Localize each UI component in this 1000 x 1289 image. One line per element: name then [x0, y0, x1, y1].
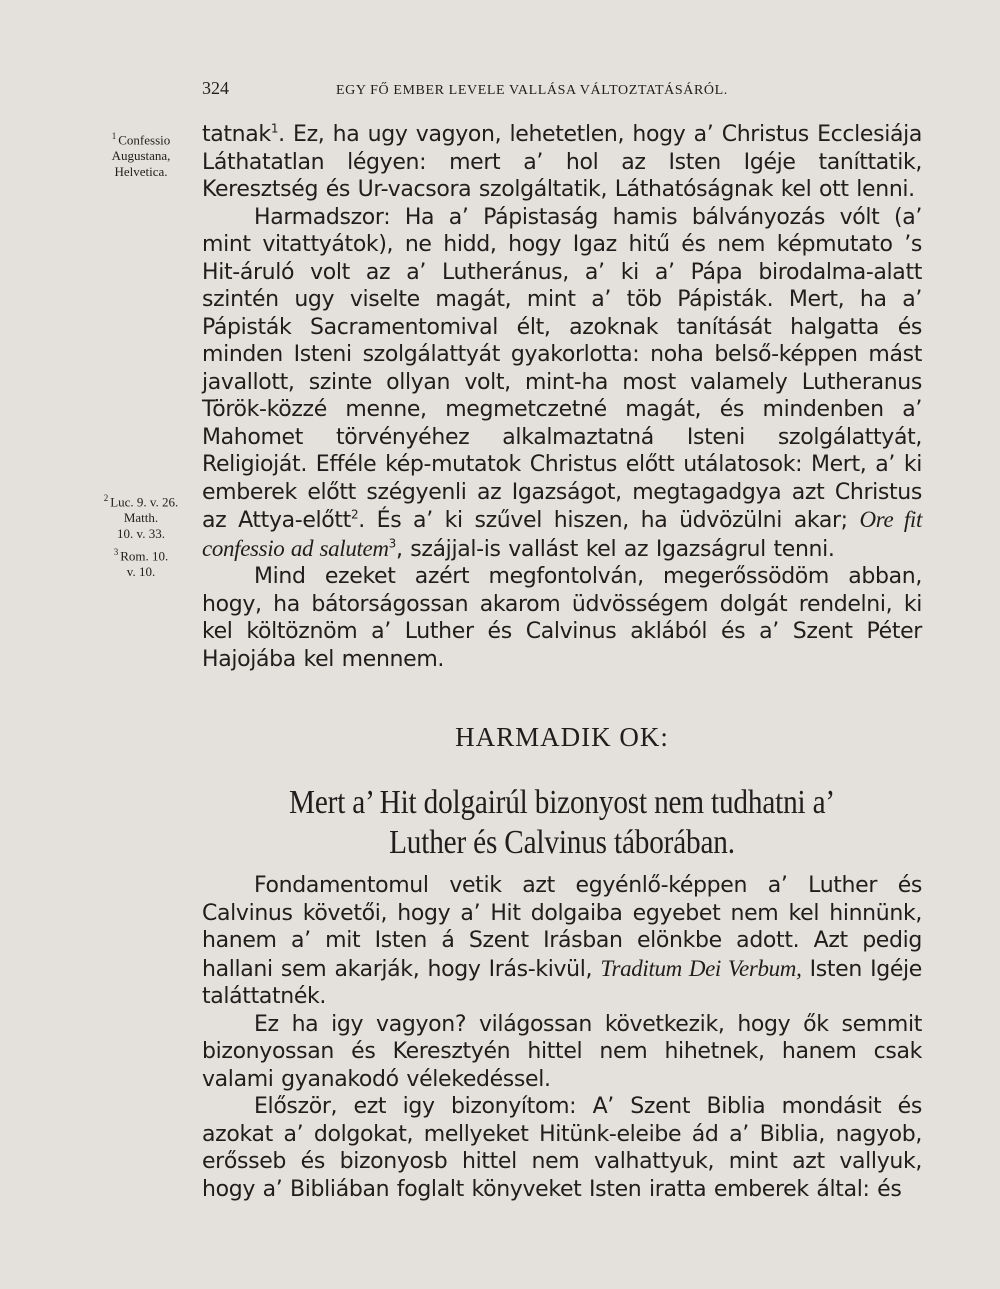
note-line: Luc. 9. v. 26.	[110, 494, 179, 510]
running-title: EGY FŐ EMBER LEVELE VALLÁSA VÁLTOZTATÁSÁRÓL.	[336, 83, 728, 98]
paragraph	[202, 872, 922, 1011]
note-marker: 1	[111, 131, 117, 141]
note-line: Augustana,	[111, 148, 171, 164]
text-run: Harmadszor: Ha a’ Pápistaság hamis bálványozás vólt (a’ mint vitattyátok), ne hidd, hogy Igaz hitű és nem képmutato ’s Hit-áruló volt az a’ Lutheránus, a’ ki a’ Pápa birodalma-alatt szintén ugy viselte magát, mint a’ töb Pápisták. Mert, ha a’ Pápisták Sacramentomival élt, azoknak tanítását halgatta és minden Isteni szolgálattyát gyakorlotta: noha belső-képpen mást javallott, szinte ollyan volt, mint-ha most valamely Lutheranus Török-közzé menne, megmetczetné magát, és mindenben a’ Mahomet törvényéhez alkalmaztatná Isteni szolgálattyát, Religioját. Efféle kép-mutatok Christus előtt utálatosok: Mert, a’ ki emberek előtt szégyenli az Igazságot, megtagadgya azt Christus az Attya-előtt	[202, 204, 922, 533]
note-line: Rom. 10.	[120, 548, 169, 564]
note-line: Matth.	[123, 510, 159, 526]
text-run: . Ez, ha ugy vagyon, lehetetlen, hogy a’ Christus Ecclesiája Láthatatlan légyen: mert a’ hol az Isten Igéje taníttatik, Keresztség és Ur-vacsora szolgáltatik, Láthatóságnak kel ott lenni.	[202, 122, 922, 202]
note-line: Helvetica.	[114, 164, 168, 180]
running-head	[202, 78, 922, 104]
text-run: . És a’ ki szűvel hiszen, ha üdvözülni akar;	[358, 508, 860, 533]
paragraph: Először, ezt igy bizonyítom: A’ Szent Biblia mondásit és azokat a’ dolgokat, mellyeket Hitünk-eleibe ád a’ Biblia, nagyob, erősseb és bizonyosb hittel nem valhattyuk, mint azt vallyuk, hogy a’ Bibliában foglalt könyveket Isten iratta emberek által: és	[202, 1094, 922, 1202]
footnote-ref: 3	[388, 536, 396, 551]
note-marker: 2	[103, 493, 109, 503]
note-line: 10. v. 33.	[117, 526, 165, 542]
text-run: tatnak	[202, 122, 271, 147]
page-number: 324	[202, 78, 229, 98]
margin-note-2	[80, 490, 202, 542]
text-run: , szájjal-is vallást kel az Igazságrul tenni.	[395, 536, 835, 562]
latin-quote: Ore fit confessio ad salutem	[202, 507, 922, 561]
body-text-section-2	[202, 872, 922, 1203]
footnote-ref: 2	[350, 507, 359, 522]
chapter-subtitle: Mert a’ Hit dolgairúl bizonyost nem tudhatni a’ Luther és Calvinus táborában.	[289, 784, 835, 861]
paragraph	[202, 204, 922, 564]
footnote-ref: 1	[270, 121, 279, 136]
paragraph: Ez ha igy vagyon? világossan következik, hogy ők semmit bizonyossan és Keresztyén hittel nem hihetnek, hanem csak valami gyanakodó vélekedéssel.	[202, 1011, 922, 1092]
note-line: v. 10.	[126, 564, 156, 580]
paragraph	[202, 121, 922, 204]
chapter-heading	[202, 722, 922, 863]
text-run: Fondamentomul vetik azt egyénlő-képpen a’ Luther és Calvinus követői, hogy a’ Hit dolgaiba egyebet nem kel hinnünk, hanem a’ mit Isten á Szent Irásban elönkbe adott. Azt pedig hallani sem akarják, hogy Irás-kivül,	[202, 873, 922, 982]
note-line: Confessio	[118, 132, 171, 148]
text-run: Isten Igéje taláttatnék.	[202, 956, 922, 1009]
chapter-title: HARMADIK OK:	[455, 722, 669, 752]
note-marker: 3	[113, 547, 119, 557]
latin-quote: Traditum Dei Verbum,	[600, 955, 802, 981]
paragraph: Mind ezeket azért megfontolván, megerőssödöm abban, hogy, ha bátorságossan akarom üdvösségem dolgát rendelni, ki kel költöznöm a’ Luther és Calvinus aklából és a’ Szent Péter Hajojába kel mennem.	[202, 564, 922, 672]
body-text-section-1	[202, 121, 922, 673]
margin-note-3	[80, 544, 202, 580]
margin-note-1	[80, 128, 202, 180]
